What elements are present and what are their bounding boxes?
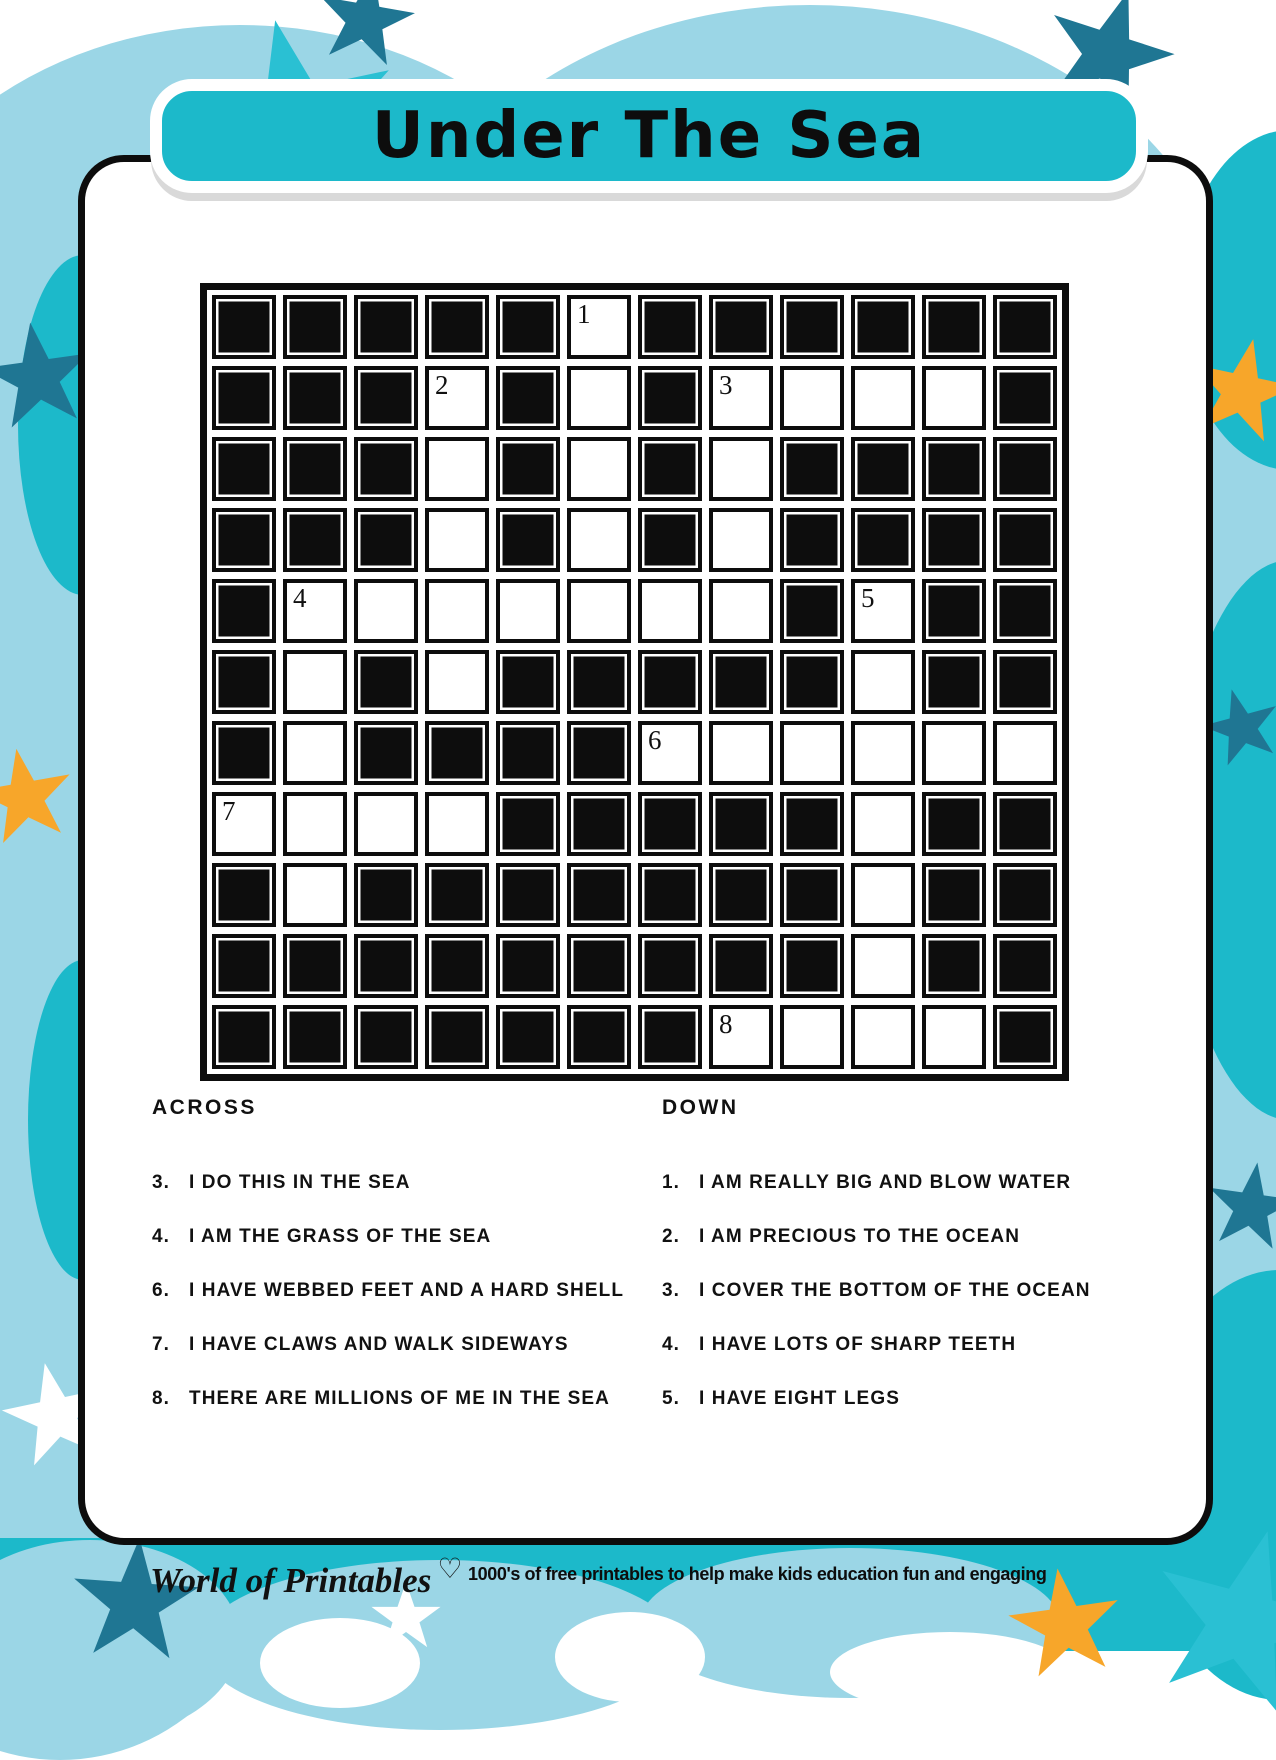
clue-item [662,1280,1091,1301]
title-banner [150,79,1148,193]
clue-item [662,1388,1091,1409]
clue-item [152,1226,624,1247]
answer-cell[interactable] [567,437,631,501]
black-cell [496,721,560,785]
answer-cell[interactable] [709,721,773,785]
across-clue-list [152,1172,624,1409]
black-cell [212,934,276,998]
black-cell [567,721,631,785]
black-cell [993,366,1057,430]
answer-cell[interactable] [283,650,347,714]
black-cell [212,437,276,501]
clue-number-label: 6. [152,1280,170,1301]
brand-logo [150,1552,462,1601]
answer-cell[interactable] [425,508,489,572]
cell-clue-number: 1 [577,299,591,329]
black-cell [496,366,560,430]
clue-text: I COVER THE BOTTOM OF THE OCEAN [699,1280,1091,1301]
black-cell [496,437,560,501]
black-cell [354,1005,418,1069]
answer-cell[interactable] [425,792,489,856]
footer-tagline: 1000's of free printables to help make kids education fun and engaging [468,1564,1047,1584]
black-cell [354,721,418,785]
background-blob [555,1612,705,1702]
black-cell [993,863,1057,927]
black-cell [709,863,773,927]
black-cell [922,579,986,643]
clue-number-label: 3. [662,1280,680,1301]
black-cell [993,1005,1057,1069]
black-cell [283,1005,347,1069]
background-blob [830,1632,1070,1712]
black-cell [638,437,702,501]
black-cell [212,579,276,643]
black-cell [922,508,986,572]
black-cell [780,579,844,643]
answer-cell[interactable] [709,508,773,572]
answer-cell[interactable] [567,366,631,430]
black-cell [922,792,986,856]
answer-cell[interactable] [425,366,489,430]
black-cell [567,934,631,998]
black-cell [283,366,347,430]
black-cell [780,508,844,572]
across-header: ACROSS [152,1096,257,1119]
crossword-grid [200,283,1069,1081]
black-cell [851,437,915,501]
black-cell [496,934,560,998]
clue-number-label: 7. [152,1334,170,1355]
cell-clue-number: 3 [719,370,733,400]
black-cell [283,934,347,998]
black-cell [922,863,986,927]
black-cell [354,934,418,998]
black-cell [638,934,702,998]
black-cell [212,863,276,927]
clue-item [152,1388,624,1409]
black-cell [993,579,1057,643]
black-cell [425,721,489,785]
black-cell [709,934,773,998]
clue-number-label: 4. [152,1226,170,1247]
clue-text: I DO THIS IN THE SEA [189,1172,411,1193]
answer-cell[interactable] [638,579,702,643]
black-cell [638,863,702,927]
black-cell [496,863,560,927]
answer-cell[interactable] [922,1005,986,1069]
clue-item [152,1280,624,1301]
black-cell [496,1005,560,1069]
clue-text: I HAVE WEBBED FEET AND A HARD SHELL [189,1280,625,1301]
answer-cell[interactable] [851,863,915,927]
black-cell [709,650,773,714]
answer-cell[interactable] [851,721,915,785]
black-cell [851,508,915,572]
answer-cell[interactable] [283,792,347,856]
cell-clue-number: 2 [435,370,449,400]
clue-number-label: 2. [662,1226,680,1247]
clue-number-label: 3. [152,1172,170,1193]
black-cell [212,721,276,785]
black-cell [212,650,276,714]
black-cell [922,295,986,359]
black-cell [425,1005,489,1069]
black-cell [922,437,986,501]
clue-item [662,1172,1091,1193]
black-cell [425,863,489,927]
clue-number-label: 8. [152,1388,170,1409]
answer-cell[interactable] [567,579,631,643]
black-cell [496,650,560,714]
black-cell [425,934,489,998]
cell-clue-number: 5 [861,583,875,613]
answer-cell[interactable] [780,721,844,785]
answer-cell[interactable] [709,1005,773,1069]
black-cell [212,366,276,430]
answer-cell[interactable] [283,721,347,785]
black-cell [354,437,418,501]
answer-cell[interactable] [354,792,418,856]
across-clues-section [152,1096,624,1442]
answer-cell[interactable] [354,579,418,643]
black-cell [709,295,773,359]
clue-number-label: 4. [662,1334,680,1355]
down-clues-section [662,1096,1091,1442]
black-cell [283,437,347,501]
answer-cell[interactable] [709,437,773,501]
answer-cell[interactable] [425,650,489,714]
black-cell [283,295,347,359]
clue-item [152,1334,624,1355]
clue-number-label: 1. [662,1172,680,1193]
black-cell [354,295,418,359]
clue-text: I AM REALLY BIG AND BLOW WATER [699,1172,1072,1193]
answer-cell[interactable] [425,437,489,501]
black-cell [780,863,844,927]
black-cell [354,366,418,430]
black-cell [993,295,1057,359]
clue-item [662,1334,1091,1355]
answer-cell[interactable] [922,721,986,785]
answer-cell[interactable] [567,295,631,359]
black-cell [567,650,631,714]
clue-item [152,1172,624,1193]
answer-cell[interactable] [851,366,915,430]
black-cell [638,295,702,359]
black-cell [993,508,1057,572]
page-title: Under The Sea [371,99,927,173]
black-cell [993,437,1057,501]
black-cell [212,508,276,572]
black-cell [851,295,915,359]
black-cell [922,934,986,998]
down-header: DOWN [662,1096,739,1119]
answer-cell[interactable] [851,1005,915,1069]
black-cell [780,650,844,714]
answer-cell[interactable] [283,579,347,643]
black-cell [638,366,702,430]
answer-cell[interactable] [638,721,702,785]
answer-cell[interactable] [212,792,276,856]
black-cell [354,650,418,714]
black-cell [283,508,347,572]
black-cell [496,508,560,572]
clue-text: I AM THE GRASS OF THE SEA [189,1226,492,1247]
cell-clue-number: 4 [293,583,307,613]
black-cell [993,650,1057,714]
answer-cell[interactable] [922,366,986,430]
cell-clue-number: 6 [648,725,662,755]
black-cell [212,295,276,359]
answer-cell[interactable] [709,579,773,643]
black-cell [638,650,702,714]
answer-cell[interactable] [780,366,844,430]
answer-cell[interactable] [851,934,915,998]
answer-cell[interactable] [780,1005,844,1069]
answer-cell[interactable] [993,721,1057,785]
clue-text: I HAVE EIGHT LEGS [699,1388,900,1409]
clue-text: I AM PRECIOUS TO THE OCEAN [699,1226,1021,1247]
black-cell [567,792,631,856]
brand-logo-text: World of Printables [150,1561,432,1600]
black-cell [638,1005,702,1069]
black-cell [567,1005,631,1069]
answer-cell[interactable] [709,366,773,430]
black-cell [567,863,631,927]
answer-cell[interactable] [567,508,631,572]
cell-clue-number: 7 [222,796,236,826]
answer-cell[interactable] [496,579,560,643]
black-cell [993,934,1057,998]
clue-item [662,1226,1091,1247]
black-cell [354,508,418,572]
black-cell [780,437,844,501]
black-cell [709,792,773,856]
black-cell [993,792,1057,856]
answer-cell[interactable] [851,792,915,856]
clue-text: I HAVE CLAWS AND WALK SIDEWAYS [189,1334,569,1355]
black-cell [425,295,489,359]
answer-cell[interactable] [851,650,915,714]
clue-number-label: 5. [662,1388,680,1409]
answer-cell[interactable] [425,579,489,643]
down-clue-list [662,1172,1091,1409]
black-cell [496,792,560,856]
black-cell [638,792,702,856]
heart-icon: ♡ [437,1552,463,1585]
black-cell [780,934,844,998]
black-cell [354,863,418,927]
black-cell [496,295,560,359]
black-cell [922,650,986,714]
black-cell [780,792,844,856]
clue-text: I HAVE LOTS OF SHARP TEETH [699,1334,1017,1355]
black-cell [780,295,844,359]
black-cell [212,1005,276,1069]
answer-cell[interactable] [851,579,915,643]
answer-cell[interactable] [283,863,347,927]
black-cell [638,508,702,572]
clue-text: THERE ARE MILLIONS OF ME IN THE SEA [189,1388,610,1409]
cell-clue-number: 8 [719,1009,733,1039]
